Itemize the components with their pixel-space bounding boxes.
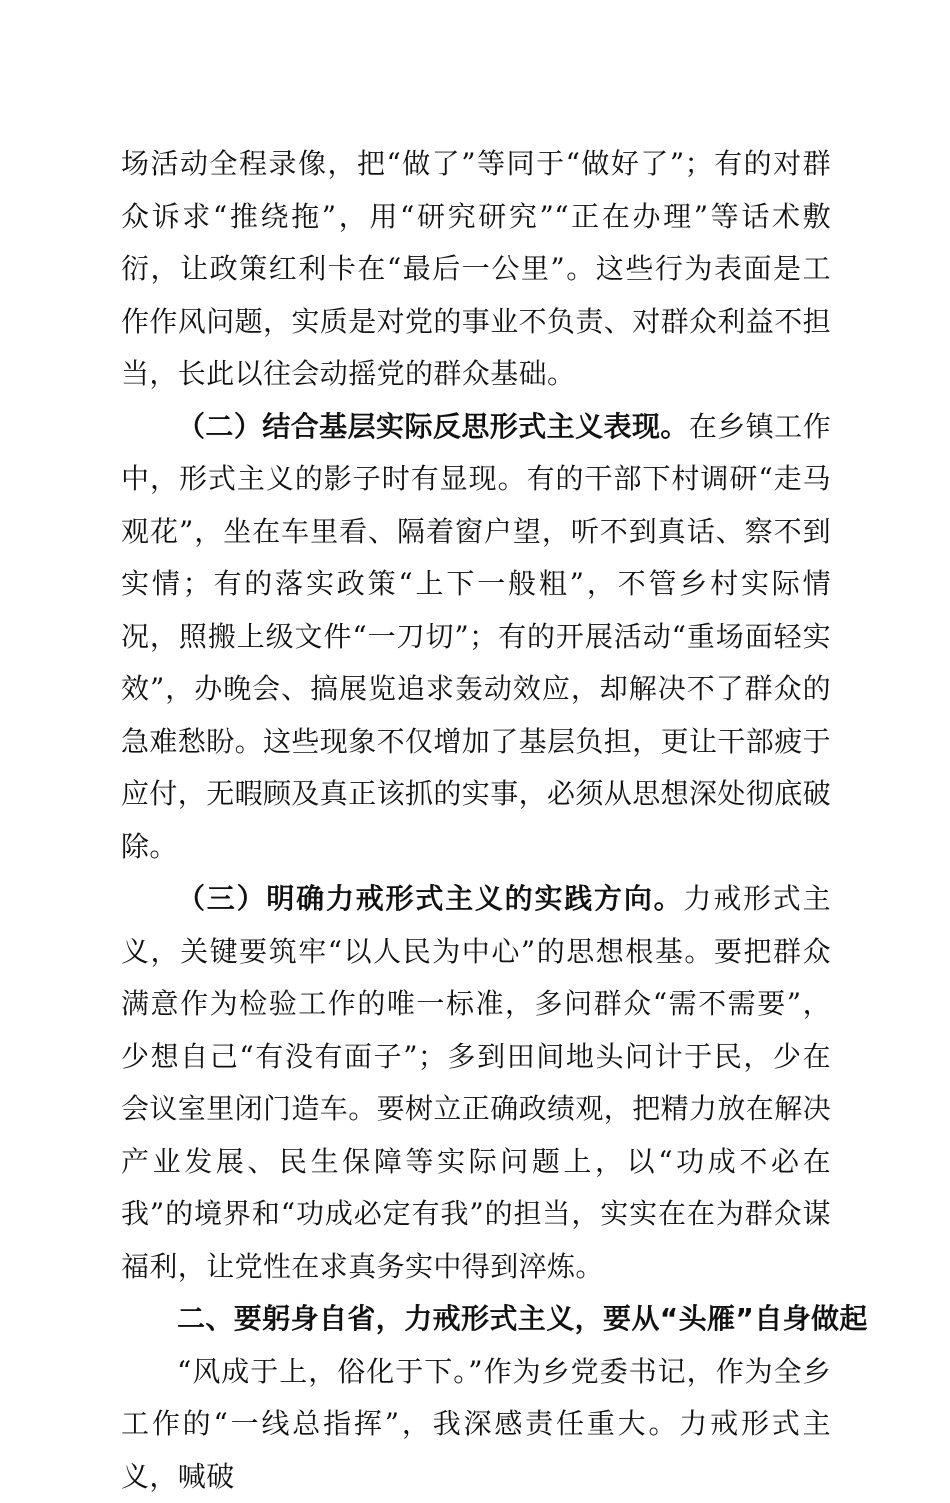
subsection-3-lead: （三）明确力戒形式主义的实践方向。: [177, 882, 683, 915]
subsection-2-text: 在乡镇工作中，形式主义的影子时有显现。有的干部下村调研“走马观花”，坐在车里看、隔着窗户望，听不到真话、察不到实情；有的落实政策“上下一般粗”，不管乡村实际情况，照搬上级文件“一刀切”；有的开展活动“重场面轻实效”，办晚会、搞展览追求轰动效应，却解决不了群众的急难愁盼。这些现象不仅增加了基层负担，更让干部疲于应付，无暇顾及真正该抓的实事，必须从思想深处彻底破除。: [121, 410, 831, 863]
subsection-2-lead: （二）结合基层实际反思形式主义表现。: [177, 410, 689, 443]
subsection-3-paragraph: [121, 873, 831, 1293]
section-2-heading: 二、要躬身自省，力戒形式主义，要从“头雁”自身做起: [121, 1293, 831, 1346]
section-2-text: “风成于上，俗化于下。”作为乡党委书记，作为全乡工作的“一线总指挥”，我深感责任重大。力戒形式主义，喊破: [121, 1355, 831, 1493]
document-page: [121, 138, 831, 1503]
subsection-2-paragraph: [121, 401, 831, 874]
section-2-paragraph: [121, 1346, 831, 1503]
subsection-3-text: 力戒形式主义，关键要筑牢“以人民为中心”的思想根基。要把群众满意作为检验工作的唯一标准，多问群众“需不需要”，少想自己“有没有面子”；多到田间地头问计于民，少在会议室里闭门造车。要树立正确政绩观，把精力放在解决产业发展、民生保障等实际问题上，以“功成不必在我”的境界和“功成必定有我”的担当，实实在在为群众谋福利，让党性在求真务实中得到淬炼。: [121, 882, 831, 1283]
paragraph-text: 场活动全程录像，把“做了”等同于“做好了”；有的对群众诉求“推绕拖”，用“研究研究”“正在办理”等话术敷衍，让政策红利卡在“最后一公里”。这些行为表面是工作作风问题，实质是对党的事业不负责、对群众利益不担当，长此以往会动摇党的群众基础。: [121, 147, 831, 390]
paragraph-continuation: [121, 138, 831, 401]
